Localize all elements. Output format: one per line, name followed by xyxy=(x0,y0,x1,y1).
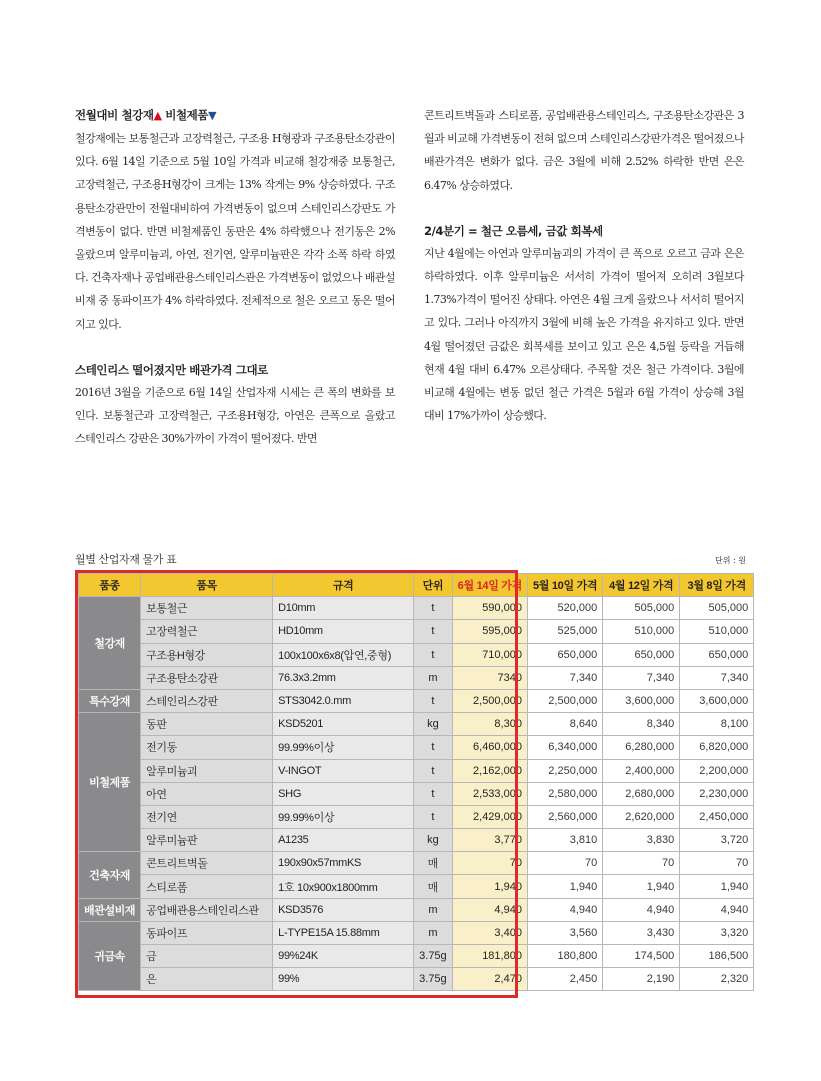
spec-cell: 190x90x57mmKS xyxy=(273,852,414,875)
price-apr12: 2,680,000 xyxy=(603,782,680,805)
price-mar8: 2,450,000 xyxy=(680,805,754,828)
price-may10: 1,940 xyxy=(527,875,602,898)
price-mar8: 70 xyxy=(680,852,754,875)
price-may10: 525,000 xyxy=(527,620,602,643)
table-row xyxy=(79,666,754,689)
item-cell: 전기연 xyxy=(141,805,273,828)
price-jun14: 595,000 xyxy=(452,620,527,643)
spec-cell: V-INGOT xyxy=(273,759,414,782)
unit-cell: t xyxy=(414,736,453,759)
paragraph-1: 철강재에는 보통철근과 고장력철근, 구조용 H형광과 구조용탄소강관이 있다. 6월 14일 기준으로 5월 10일 가격과 비교해 철강재중 보통철근, 고장력철근, 구조용H형강이 크게는 13% 작게는 9% 상승하였다. 구조용탄소강관만이 전월대비하여 가격변동이 없으며 스테인리스강판도 가격변동이 없다. 반면 비철제품인 동판은 4% 하락했으나 전기동은 2% 올랐으며 알루미늄괴, 아연, 전기연, 알루미늄판은 각각 소폭 하락 하였다. 건축자재나 공업배관용스테인리스관은 가격변동이 없었으나 배관설비재 중 동파이프가 4% 하락하였다. 전체적으로 철은 오르고 동은 떨어지고 있다. xyxy=(75,132,395,331)
unit-cell: t xyxy=(414,620,453,643)
paragraph-3: 지난 4월에는 아연과 알루미늄괴의 가격이 큰 폭으로 오르고 금과 은은 하락하였다. 이후 알루미늄은 서서히 가격이 떨어져 오히려 3월보다 1.73%가격이 떨어진 상태다. 아연은 4월 크게 올랐으나 서서히 떨어지고 있다. 그러나 아직까지 3월에 비해 높은 가격을 유지하고 있다. 반면 4월 떨어졌던 금값은 회복세를 보이고 있고 은은 4,5월 등락을 거듭해 현재 4월 대비 6.47% 오른상태다. 주목할 것은 철근 가격이다. 3월에 비교해 4월에는 변동 없던 철근 가격은 5월과 6월 가격이 상승해 3월 대비 17%가까이 상승했다. xyxy=(424,246,744,423)
table-row xyxy=(79,805,754,828)
spec-cell: STS3042.0.mm xyxy=(273,689,414,712)
unit-cell: 매 xyxy=(414,875,453,898)
price-jun14: 4,940 xyxy=(452,898,527,921)
unit-cell: kg xyxy=(414,713,453,736)
price-apr12: 505,000 xyxy=(603,597,680,620)
price-apr12: 2,400,000 xyxy=(603,759,680,782)
unit-cell: kg xyxy=(414,829,453,852)
price-may10: 2,580,000 xyxy=(527,782,602,805)
category-cell: 특수강재 xyxy=(79,689,141,712)
item-cell: 콘트리트벽돌 xyxy=(141,852,273,875)
price-mar8: 510,000 xyxy=(680,620,754,643)
price-mar8: 3,720 xyxy=(680,829,754,852)
table-row xyxy=(79,736,754,759)
table-row xyxy=(79,898,754,921)
item-cell: 보통철근 xyxy=(141,597,273,620)
table-row xyxy=(79,689,754,712)
table-row xyxy=(79,643,754,666)
category-cell: 철강재 xyxy=(79,597,141,690)
price-apr12: 70 xyxy=(603,852,680,875)
price-table xyxy=(78,573,754,991)
item-cell: 알루미늄괴 xyxy=(141,759,273,782)
spec-cell: 100x100x6x8(압연,중형) xyxy=(273,643,414,666)
price-apr12: 2,620,000 xyxy=(603,805,680,828)
item-cell: 동파이프 xyxy=(141,921,273,944)
left-column xyxy=(75,104,395,450)
price-jun14: 70 xyxy=(452,852,527,875)
unit-cell: m xyxy=(414,666,453,689)
item-cell: 동판 xyxy=(141,713,273,736)
price-may10: 2,500,000 xyxy=(527,689,602,712)
spec-cell: 76.3x3.2mm xyxy=(273,666,414,689)
table-row xyxy=(79,921,754,944)
spec-cell: KSD5201 xyxy=(273,713,414,736)
item-cell: 고장력철근 xyxy=(141,620,273,643)
section-heading-2: 스테인리스 떨어졌지만 배관가격 그대로 xyxy=(75,362,268,377)
price-apr12: 8,340 xyxy=(603,713,680,736)
section-heading-1 xyxy=(75,104,395,127)
paragraph-2-continued: 콘트리트벽돌과 스티로폼, 공업배관용스테인리스, 구조용탄소강관은 3월과 비교해 가격변동이 전혀 없으며 스테인리스강판가격은 떨어졌으나 배관가격은 변화가 없다. 금은 3월에 비해 2.52% 하락한 반면 은은 6.47% 상승하였다. xyxy=(424,109,744,192)
item-cell: 구조용H형강 xyxy=(141,643,273,666)
table-header-row xyxy=(79,574,754,597)
table-row xyxy=(79,713,754,736)
spec-cell: D10mm xyxy=(273,597,414,620)
price-mar8: 2,320 xyxy=(680,968,754,991)
price-may10: 650,000 xyxy=(527,643,602,666)
unit-cell: 매 xyxy=(414,852,453,875)
price-may10: 3,560 xyxy=(527,921,602,944)
item-cell: 구조용탄소강관 xyxy=(141,666,273,689)
heading-text-steel: 전월대비 철강재 xyxy=(75,108,154,122)
price-mar8: 8,100 xyxy=(680,713,754,736)
price-may10: 2,560,000 xyxy=(527,805,602,828)
price-may10: 520,000 xyxy=(527,597,602,620)
category-cell: 배관설비재 xyxy=(79,898,141,921)
price-may10: 3,810 xyxy=(527,829,602,852)
price-apr12: 7,340 xyxy=(603,666,680,689)
item-cell: 알루미늄판 xyxy=(141,829,273,852)
price-jun14: 710,000 xyxy=(452,643,527,666)
price-apr12: 174,500 xyxy=(603,945,680,968)
table-row xyxy=(79,968,754,991)
unit-cell: t xyxy=(414,782,453,805)
price-mar8: 186,500 xyxy=(680,945,754,968)
spec-cell: L-TYPE15A 15.88mm xyxy=(273,921,414,944)
unit-cell: t xyxy=(414,759,453,782)
table-row xyxy=(79,852,754,875)
price-mar8: 3,600,000 xyxy=(680,689,754,712)
header-may10: 5월 10일 가격 xyxy=(527,574,602,597)
price-may10: 6,340,000 xyxy=(527,736,602,759)
price-may10: 8,640 xyxy=(527,713,602,736)
paragraph-2: 2016년 3월을 기준으로 6월 14일 산업자재 시세는 큰 폭의 변화를 보인다. 보통철근과 고장력철근, 구조용H형강, 아연은 큰폭으로 올랐고 스테인리스 강판은 30%가까이 가격이 떨어졌다. 반면 xyxy=(75,385,395,446)
unit-note: 단위 : 원 xyxy=(715,556,746,565)
price-jun14: 2,470 xyxy=(452,968,527,991)
unit-cell: t xyxy=(414,689,453,712)
price-may10: 2,250,000 xyxy=(527,759,602,782)
price-mar8: 3,320 xyxy=(680,921,754,944)
heading-text-nonferrous: 비철제품 xyxy=(165,108,209,122)
price-jun14: 3,770 xyxy=(452,829,527,852)
header-apr12: 4월 12일 가격 xyxy=(603,574,680,597)
table-row xyxy=(79,597,754,620)
price-apr12: 3,600,000 xyxy=(603,689,680,712)
price-jun14: 590,000 xyxy=(452,597,527,620)
item-cell: 공업배관용스테인리스관 xyxy=(141,898,273,921)
price-apr12: 3,830 xyxy=(603,829,680,852)
spec-cell: A1235 xyxy=(273,829,414,852)
price-jun14: 3,400 xyxy=(452,921,527,944)
item-cell: 전기동 xyxy=(141,736,273,759)
price-jun14: 7340 xyxy=(452,666,527,689)
price-may10: 70 xyxy=(527,852,602,875)
table-row xyxy=(79,945,754,968)
spec-cell: 99% xyxy=(273,968,414,991)
price-may10: 180,800 xyxy=(527,945,602,968)
price-jun14: 2,162,000 xyxy=(452,759,527,782)
price-jun14: 1,940 xyxy=(452,875,527,898)
unit-cell: t xyxy=(414,597,453,620)
table-row xyxy=(79,759,754,782)
item-cell: 은 xyxy=(141,968,273,991)
price-mar8: 2,230,000 xyxy=(680,782,754,805)
price-mar8: 7,340 xyxy=(680,666,754,689)
category-cell: 귀금속 xyxy=(79,921,141,991)
spec-cell: 99.99%이상 xyxy=(273,805,414,828)
table-row xyxy=(79,875,754,898)
spec-cell: HD10mm xyxy=(273,620,414,643)
category-cell: 비철제품 xyxy=(79,713,141,852)
header-category: 품종 xyxy=(79,574,141,597)
price-jun14: 181,800 xyxy=(452,945,527,968)
price-jun14: 2,533,000 xyxy=(452,782,527,805)
arrow-up-icon: ▲ xyxy=(153,109,162,122)
price-apr12: 3,430 xyxy=(603,921,680,944)
item-cell: 스티로폼 xyxy=(141,875,273,898)
right-column xyxy=(424,104,744,427)
table-row xyxy=(79,829,754,852)
price-apr12: 1,940 xyxy=(603,875,680,898)
price-jun14: 8,300 xyxy=(452,713,527,736)
header-mar8: 3월 8일 가격 xyxy=(680,574,754,597)
price-jun14: 6,460,000 xyxy=(452,736,527,759)
price-apr12: 510,000 xyxy=(603,620,680,643)
price-mar8: 1,940 xyxy=(680,875,754,898)
header-jun14: 6월 14일 가격 xyxy=(452,574,527,597)
spec-cell: SHG xyxy=(273,782,414,805)
table-title: 월별 산업자재 물가 표 xyxy=(75,553,177,566)
unit-cell: 3.75g xyxy=(414,945,453,968)
price-may10: 4,940 xyxy=(527,898,602,921)
price-may10: 7,340 xyxy=(527,666,602,689)
price-mar8: 505,000 xyxy=(680,597,754,620)
price-mar8: 4,940 xyxy=(680,898,754,921)
price-mar8: 2,200,000 xyxy=(680,759,754,782)
category-cell: 건축자재 xyxy=(79,852,141,898)
price-mar8: 6,820,000 xyxy=(680,736,754,759)
section-heading-3: 2/4분기 = 철근 오름세, 금값 회복세 xyxy=(424,223,603,238)
price-jun14: 2,429,000 xyxy=(452,805,527,828)
price-apr12: 2,190 xyxy=(603,968,680,991)
table-row xyxy=(79,620,754,643)
unit-cell: t xyxy=(414,643,453,666)
header-unit: 단위 xyxy=(414,574,453,597)
header-spec: 규격 xyxy=(273,574,414,597)
spec-cell: 1호 10x900x1800mm xyxy=(273,875,414,898)
item-cell: 아연 xyxy=(141,782,273,805)
item-cell: 금 xyxy=(141,945,273,968)
price-may10: 2,450 xyxy=(527,968,602,991)
unit-cell: 3.75g xyxy=(414,968,453,991)
arrow-down-icon: ▼ xyxy=(208,109,217,122)
unit-cell: m xyxy=(414,921,453,944)
spec-cell: 99%24K xyxy=(273,945,414,968)
unit-cell: m xyxy=(414,898,453,921)
item-cell: 스테인리스강판 xyxy=(141,689,273,712)
table-row xyxy=(79,782,754,805)
price-apr12: 650,000 xyxy=(603,643,680,666)
price-apr12: 4,940 xyxy=(603,898,680,921)
price-jun14: 2,500,000 xyxy=(452,689,527,712)
unit-cell: t xyxy=(414,805,453,828)
price-apr12: 6,280,000 xyxy=(603,736,680,759)
header-item: 품목 xyxy=(141,574,273,597)
price-mar8: 650,000 xyxy=(680,643,754,666)
spec-cell: KSD3576 xyxy=(273,898,414,921)
spec-cell: 99.99%이상 xyxy=(273,736,414,759)
